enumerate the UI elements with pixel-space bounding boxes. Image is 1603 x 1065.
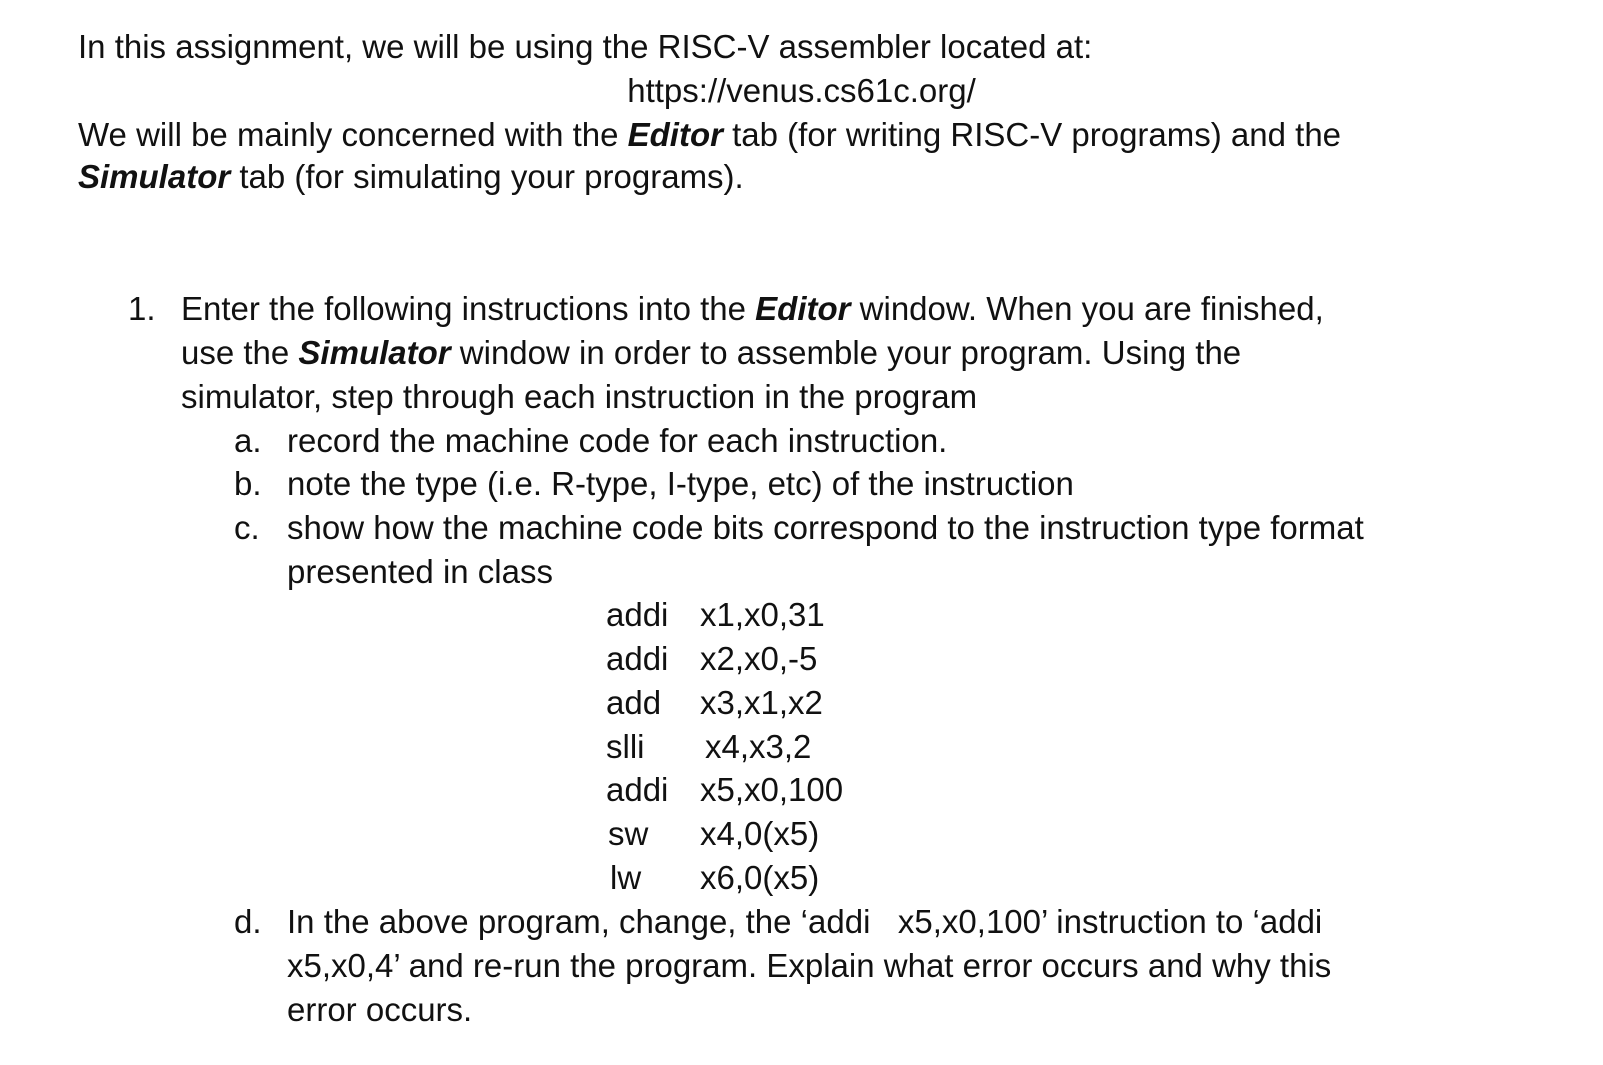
- subitem-d-text-line-3: error occurs.: [287, 991, 473, 1028]
- subitem-b-text: note the type (i.e. R-type, I-type, etc) of the instruction: [287, 465, 1074, 502]
- editor-window-term: Editor: [755, 290, 851, 327]
- code-op: lw: [610, 859, 642, 896]
- subitem-c-marker: c.: [234, 509, 260, 546]
- simulator-tab-term: Simulator: [78, 158, 231, 195]
- intro-line-3-start: We will be mainly concerned with the: [78, 116, 628, 153]
- subitem-a-marker: a.: [234, 422, 262, 459]
- code-args: x3,x1,x2: [700, 684, 823, 721]
- code-args: x4,x3,2: [705, 728, 812, 765]
- code-op: addi: [606, 596, 669, 633]
- code-op: addi: [606, 640, 669, 677]
- question-line-1: [181, 292, 1324, 325]
- question-line-1-start: Enter the following instructions into the: [181, 290, 756, 327]
- subitem-d-text-line-1: In the above program, change, the ‘addi x5,x0,100’ instruction to ‘addi: [287, 903, 1323, 940]
- intro-line-3-end: tab (for writing RISC-V programs) and the: [722, 116, 1342, 153]
- code-args: x2,x0,-5: [700, 640, 818, 677]
- code-args: x5,x0,100: [700, 771, 844, 808]
- code-op: sw: [608, 815, 649, 852]
- code-args: x4,0(x5): [700, 815, 820, 852]
- venus-url: https://venus.cs61c.org/: [627, 72, 976, 109]
- subitem-d-marker: d.: [234, 903, 262, 940]
- code-op: slli: [606, 728, 645, 765]
- subitem-b-marker: b.: [234, 465, 262, 502]
- subitem-a-text: record the machine code for each instruction.: [287, 422, 948, 459]
- question-number: 1.: [128, 290, 156, 327]
- intro-line-1: In this assignment, we will be using the RISC-V assembler located at:: [78, 28, 1093, 65]
- question-line-2-start: use the: [181, 334, 299, 371]
- intro-line-4-end: tab (for simulating your programs).: [230, 158, 744, 195]
- intro-line-3: [78, 118, 1341, 151]
- question-line-2-end: window in order to assemble your program. Using the: [450, 334, 1242, 371]
- code-op: add: [606, 684, 662, 721]
- code-op: addi: [606, 771, 669, 808]
- simulator-window-term: Simulator: [298, 334, 451, 371]
- subitem-d-text-line-2: x5,x0,4’ and re-run the program. Explain what error occurs and why this: [287, 947, 1332, 984]
- editor-tab-term: Editor: [627, 116, 723, 153]
- intro-line-4: [78, 160, 744, 193]
- question-line-1-end: window. When you are finished,: [850, 290, 1324, 327]
- code-args: x1,x0,31: [700, 596, 825, 633]
- code-args: x6,0(x5): [700, 859, 820, 896]
- question-line-3: simulator, step through each instruction in the program: [181, 378, 978, 415]
- subitem-c-text-line-2: presented in class: [287, 553, 553, 590]
- subitem-c-text-line-1: show how the machine code bits correspond to the instruction type format: [287, 509, 1364, 546]
- question-line-2: [181, 336, 1241, 369]
